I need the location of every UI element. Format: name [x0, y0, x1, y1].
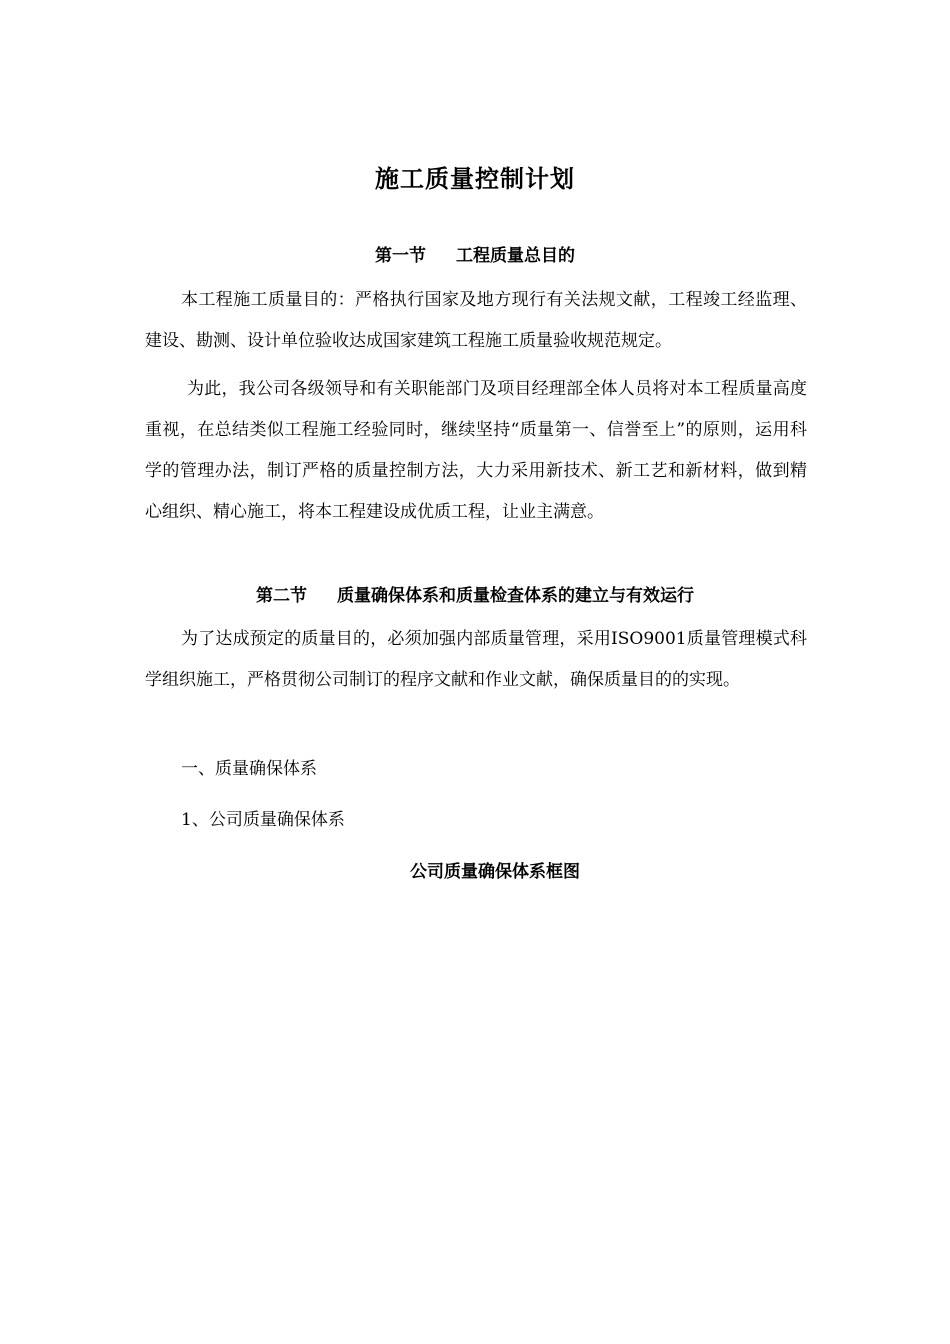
- section-1-title: 工程质量总目的: [456, 246, 575, 266]
- section-2-paragraph-1: 为了达成预定的质量目的，必须加强内部质量管理，采用ISO9001质量管理模式科学组织施工，严格贯彻公司制订的程序文献和作业文献，确保质量目的的实现。: [145, 629, 807, 690]
- list-item-quality-assurance-system: 一、质量确保体系: [181, 759, 317, 779]
- figure-caption: 公司质量确保体系框图: [410, 862, 580, 882]
- document-title: 施工质量控制计划: [375, 164, 575, 193]
- section-1-number: 第一节: [375, 246, 426, 266]
- list-item-company-quality-system: 1、公司质量确保体系: [181, 810, 345, 830]
- section-2-heading: [0, 584, 950, 608]
- section-2-title: 质量确保体系和质量检查体系的建立与有效运行: [337, 586, 694, 606]
- section-1-paragraph-1: 本工程施工质量目的：严格执行国家及地方现行有关法规文献，工程竣工经监理、建设、勘测、设计单位验收达成国家建筑工程施工质量验收规范规定。: [145, 290, 807, 351]
- section-2-number: 第二节: [256, 586, 307, 606]
- section-1-heading: [0, 244, 950, 268]
- section-1-paragraph-2: 为此，我公司各级领导和有关职能部门及项目经理部全体人员将对本工程质量高度重视，在总结类似工程施工经验同时，继续坚持“质量第一、信誉至上”的原则，运用科学的管理办法，制订严格的质量控制方法，大力采用新技术、新工艺和新材料，做到精心组织、精心施工，将本工程建设成优质工程，让业主满意。: [145, 379, 807, 522]
